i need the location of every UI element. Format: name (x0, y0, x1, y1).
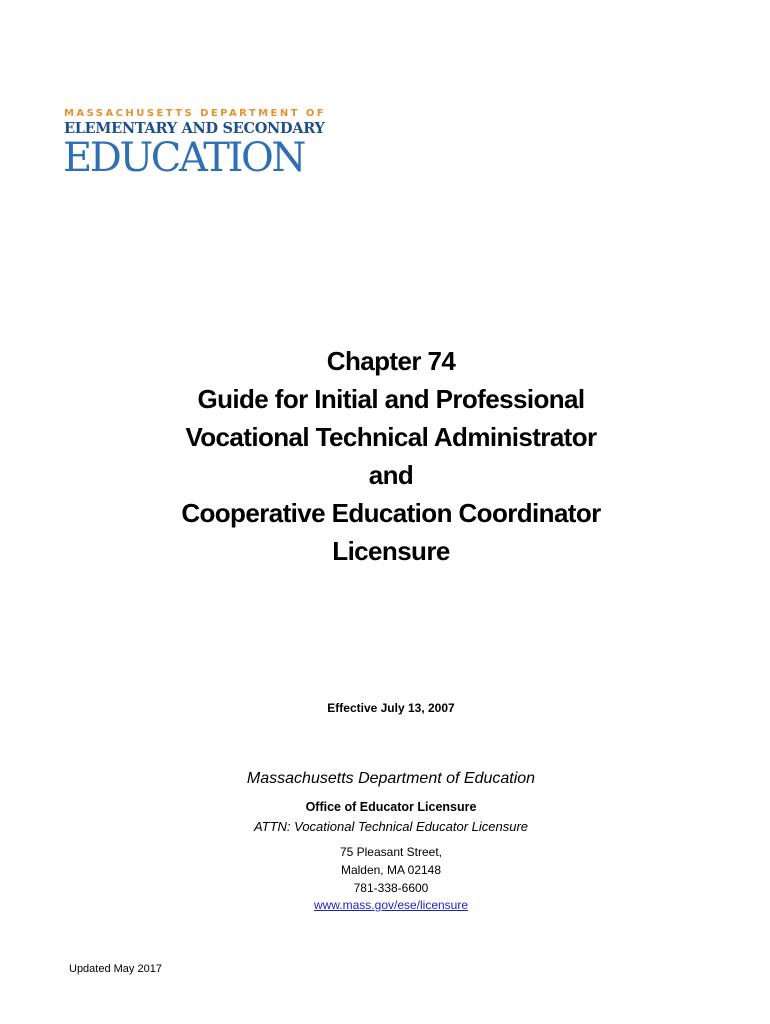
address-street: 75 Pleasant Street, (339, 845, 443, 859)
website-link[interactable]: www.mass.gov/ese/licensure (313, 898, 469, 912)
phone-number: 781-338-6600 (353, 881, 429, 895)
dese-logo (63, 108, 327, 181)
updated-date: Updated May 2017 (69, 963, 162, 975)
title-line: Licensure (332, 536, 450, 566)
office-name: Office of Educator Licensure (305, 800, 477, 814)
logo-line-massachusetts: MASSACHUSETTS DEPARTMENT OF (64, 108, 327, 119)
address-city: Malden, MA 02148 (340, 863, 442, 877)
effective-date: Effective July 13, 2007 (327, 701, 455, 715)
attention-line: ATTN: Vocational Technical Educator Licensure (253, 819, 529, 834)
title-line: Cooperative Education Coordinator (181, 498, 601, 528)
logo-line-education: EDUCATION (63, 135, 304, 181)
title-line: and (368, 460, 414, 490)
title-line: Chapter 74 (326, 346, 456, 376)
logo-line-elementary-secondary: ELEMENTARY AND SECONDARY (64, 120, 325, 137)
title-line: Vocational Technical Administrator (185, 422, 597, 452)
document-title (0, 342, 770, 570)
title-line: Guide for Initial and Professional (197, 384, 585, 414)
organization-name: Massachusetts Department of Education (246, 770, 536, 787)
